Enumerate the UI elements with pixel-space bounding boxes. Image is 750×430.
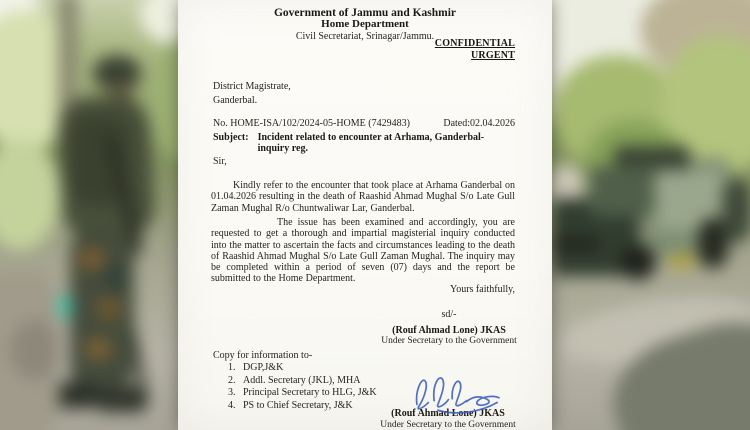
body-paragraph-1: Kindly refer to the encounter that took place at Arhama Ganderbal on 01.04.2026 resulting in the death of Raashid Ahmad Mughal S/o Late Gull Zaman Mughal R/o Chuntwaliwar Lar, Ganderbal. <box>211 180 515 214</box>
soldier-boot <box>96 386 148 412</box>
subject-label: Subject: <box>213 132 249 143</box>
copy-item-number: 1. <box>228 362 236 374</box>
letterhead <box>178 7 552 42</box>
camo-patch <box>104 262 126 292</box>
body-paragraph-2: The issue has been examined and accordingly, you are requested to get a thorough and impartial magisterial inquiry conducted into the matter to ascertain the facts and circumstances leading to the death of Raashid Ahmad Mughal S/o Late Gull Zaman Mughal. The inquiry may be completed within a period of seven (07) days and the report be submitted to the Home Department. <box>211 217 515 285</box>
vehicle-windshield <box>590 166 654 216</box>
addressee-title: District Magistrate, <box>213 81 291 92</box>
copy-list-heading: Copy for information to- <box>213 350 313 361</box>
copy-item-text: DGP,J&K <box>243 362 284 374</box>
copy-item-text: Principal Secretary to HLG, J&K <box>243 387 377 399</box>
letterhead-department: Home Department <box>321 18 409 30</box>
copy-item-text: Addl. Secretary (JKL), MHA <box>243 374 361 386</box>
confidential-stamp: CONFIDENTIAL <box>434 38 515 49</box>
reference-date: Dated:02.04.2026 <box>443 118 515 129</box>
vehicle-bumper <box>550 236 600 252</box>
urgent-stamp: URGENT <box>471 50 515 61</box>
copy-item-number: 4. <box>228 399 236 411</box>
camo-patch <box>78 248 106 270</box>
subject-row <box>213 132 515 154</box>
letterhead-government: Government of Jammu and Kashmir <box>273 7 457 19</box>
copy-item-number: 2. <box>228 374 236 386</box>
signature-name: (Rouf Ahmad Lone) JKAS <box>391 408 505 419</box>
signatory-designation: Under Secretary to the Government <box>381 336 517 346</box>
camo-patch <box>96 296 122 320</box>
copy-list-item <box>213 362 377 374</box>
letter-document <box>178 0 552 430</box>
copy-list <box>213 350 377 412</box>
sd-mark: sd/- <box>441 309 457 320</box>
copy-list-item <box>213 387 377 399</box>
salutation: Sir, <box>213 156 227 167</box>
addressee-block <box>213 80 291 107</box>
reference-number: No. HOME-ISA/102/2024-05-HOME (7429483) <box>213 118 410 129</box>
reference-row <box>213 118 515 129</box>
signatory-name: (Rouf Ahmad Lone) JKAS <box>392 324 506 336</box>
signature-designation: Under Secretary to the Government <box>380 420 516 430</box>
yellow-marking <box>668 254 696 268</box>
copy-list-item <box>213 400 377 412</box>
letterhead-secretariat: Civil Secretariat, Srinagar/Jammu. <box>295 31 435 42</box>
addressee-place: Ganderbal. <box>213 94 258 106</box>
signatory-block <box>380 309 518 348</box>
copy-item-text: PS to Chief Secretary, J&K <box>243 399 353 411</box>
classification-stamp <box>435 38 515 62</box>
closing-phrase: Yours faithfully, <box>449 284 515 295</box>
signature-scribble-icon <box>409 372 505 414</box>
subject-text: Incident related to encounter at Arhama, Ganderbal-inquiry reg. <box>257 132 485 154</box>
copy-list-item <box>213 375 377 387</box>
roadside-object <box>722 178 750 242</box>
copy-item-number: 3. <box>228 387 236 399</box>
rubble-debris <box>10 320 60 380</box>
vehicle-wheel <box>620 244 656 280</box>
signature-block <box>374 372 522 430</box>
camo-patch <box>84 338 112 360</box>
